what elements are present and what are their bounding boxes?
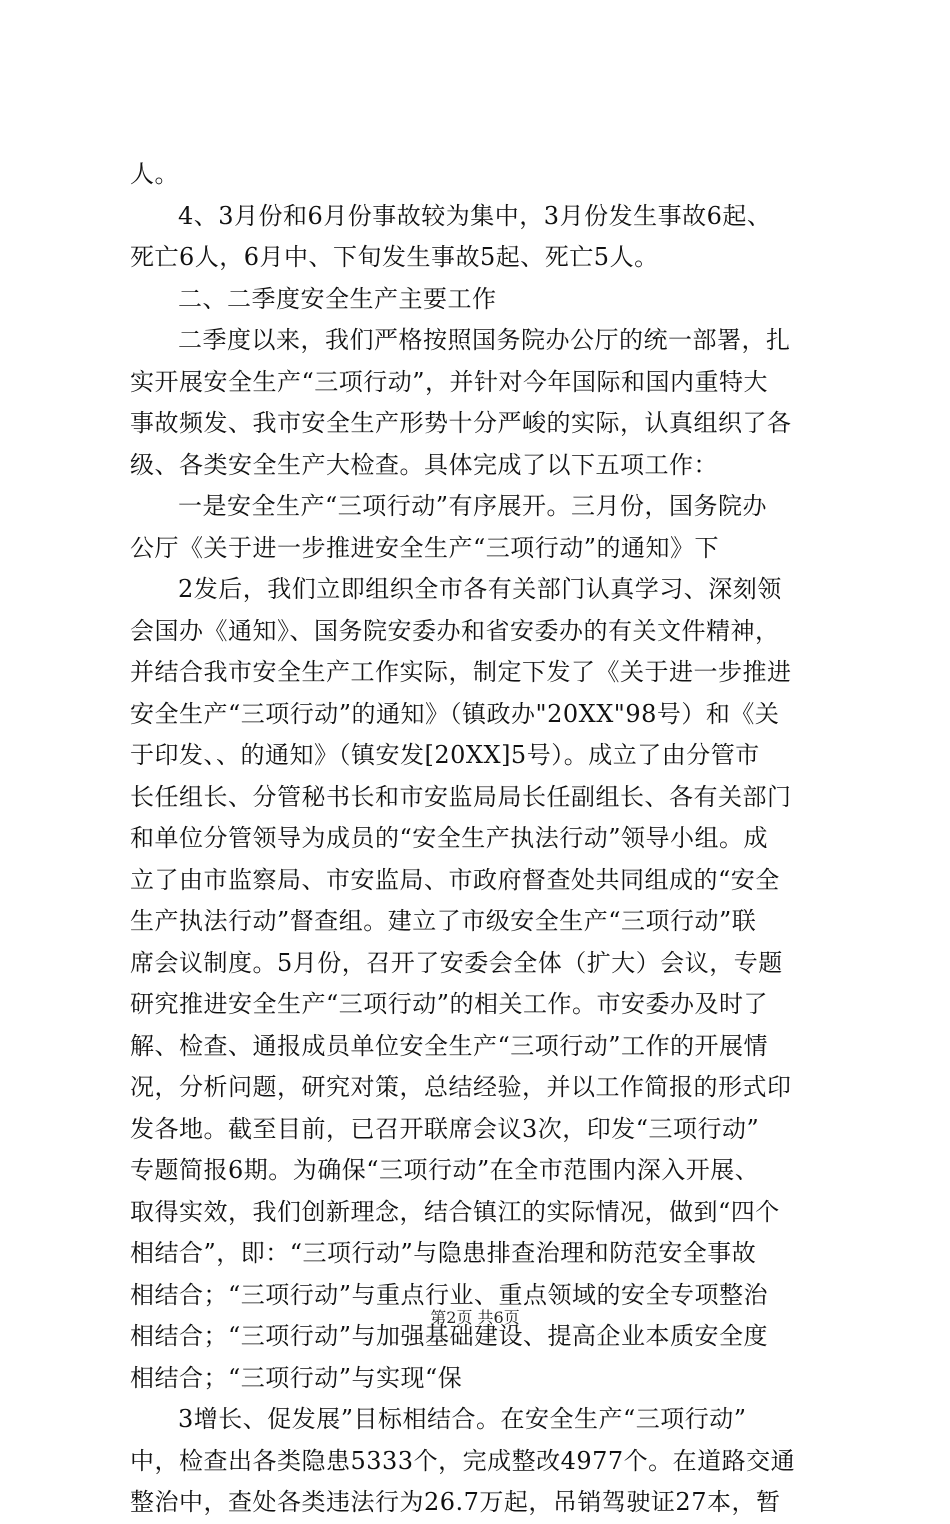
page-number-footer: 第2页 共6页 (430, 1308, 520, 1327)
text-line: 中，检查出各类隐患5333个，完成整改4977个。在道路交通 (130, 1446, 796, 1475)
text-line: 和单位分管领导为成员的“安全生产执法行动”领导小组。成 (130, 824, 769, 852)
text-line: 解、检查、通报成员单位安全生产“三项行动”工作的开展情 (130, 1031, 769, 1060)
text-line: 发各地。截至目前，已召开联席会议3次，印发“三项行动” (130, 1114, 760, 1143)
text-line: 立了由市监察局、市安监局、市政府督查处共同组成的“安全 (130, 865, 780, 894)
text-line: 相结合；“三项行动”与实现“保 (130, 1363, 463, 1392)
text-line: 事故频发、我市安全生产形势十分严峻的实际，认真组织了各 (130, 409, 792, 437)
text-line: 相结合；“三项行动”与重点行业、重点领域的安全专项整治 (130, 1280, 769, 1309)
text-line: 实开展安全生产“三项行动”，并针对今年国际和国内重特大 (130, 367, 769, 396)
text-line: 席会议制度。5月份，召开了安委会全体（扩大）会议，专题 (130, 948, 783, 977)
text-line: 研究推进安全生产“三项行动”的相关工作。市安委办及时了 (130, 990, 769, 1018)
text-line: 整治中，查处各类违法行为26.7万起，吊销驾驶证27本，暂 (130, 1488, 781, 1516)
text-line: 专题简报6期。为确保“三项行动”在全市范围内深入开展、 (130, 1156, 760, 1184)
text-line: 死亡6人，6月中、下旬发生事故5起、死亡5人。 (130, 243, 659, 271)
text-line: 一是安全生产“三项行动”有序展开。三月份，国务院办 (178, 492, 768, 520)
text-line: 况，分析问题，研究对策，总结经验，并以工作简报的形式印 (130, 1073, 792, 1101)
text-line: 2发后，我们立即组织全市各有关部门认真学习、深刻领 (178, 575, 782, 603)
text-line: 安全生产“三项行动”的通知》（镇政办"20XX"98号）和《关 (130, 699, 780, 728)
text-line: 长任组长、分管秘书长和市安监局局长任副组长、各有关部门 (130, 782, 792, 811)
text-line: 二季度以来，我们严格按照国务院办公厅的统一部署，扎 (178, 326, 791, 354)
text-line: 级、各类安全生产大检查。具体完成了以下五项工作： (130, 450, 718, 479)
text-line: 相结合”，即：“三项行动”与隐患排查治理和防范安全事故 (130, 1239, 757, 1267)
text-line: 4、3月份和6月份事故较为集中，3月份发生事故6起、 (178, 201, 772, 230)
text-line: 会国办《通知》、国务院安委办和省安委办的有关文件精神， (130, 616, 780, 645)
text-line: 并结合我市安全生产工作实际，制定下发了《关于进一步推进 (130, 658, 792, 686)
text-line: 3增长、促发展”目标相结合。在安全生产“三项行动” (178, 1405, 747, 1433)
text-line: 生产执法行动”督查组。建立了市级安全生产“三项行动”联 (130, 907, 757, 935)
text-line: 人。 (130, 160, 179, 188)
text-line: 相结合；“三项行动”与加强基础建设、提高企业本质安全度 (130, 1322, 769, 1350)
text-line: 于印发、、的通知》（镇安发[20XX]5号）。成立了由分管市 (130, 741, 760, 769)
text-line: 二、二季度安全生产主要工作 (178, 284, 497, 313)
text-line: 取得实效，我们创新理念，结合镇江的实际情况，做到“四个 (130, 1197, 780, 1226)
text-line: 公厅《关于进一步推进安全生产“三项行动”的通知》下 (130, 533, 720, 562)
